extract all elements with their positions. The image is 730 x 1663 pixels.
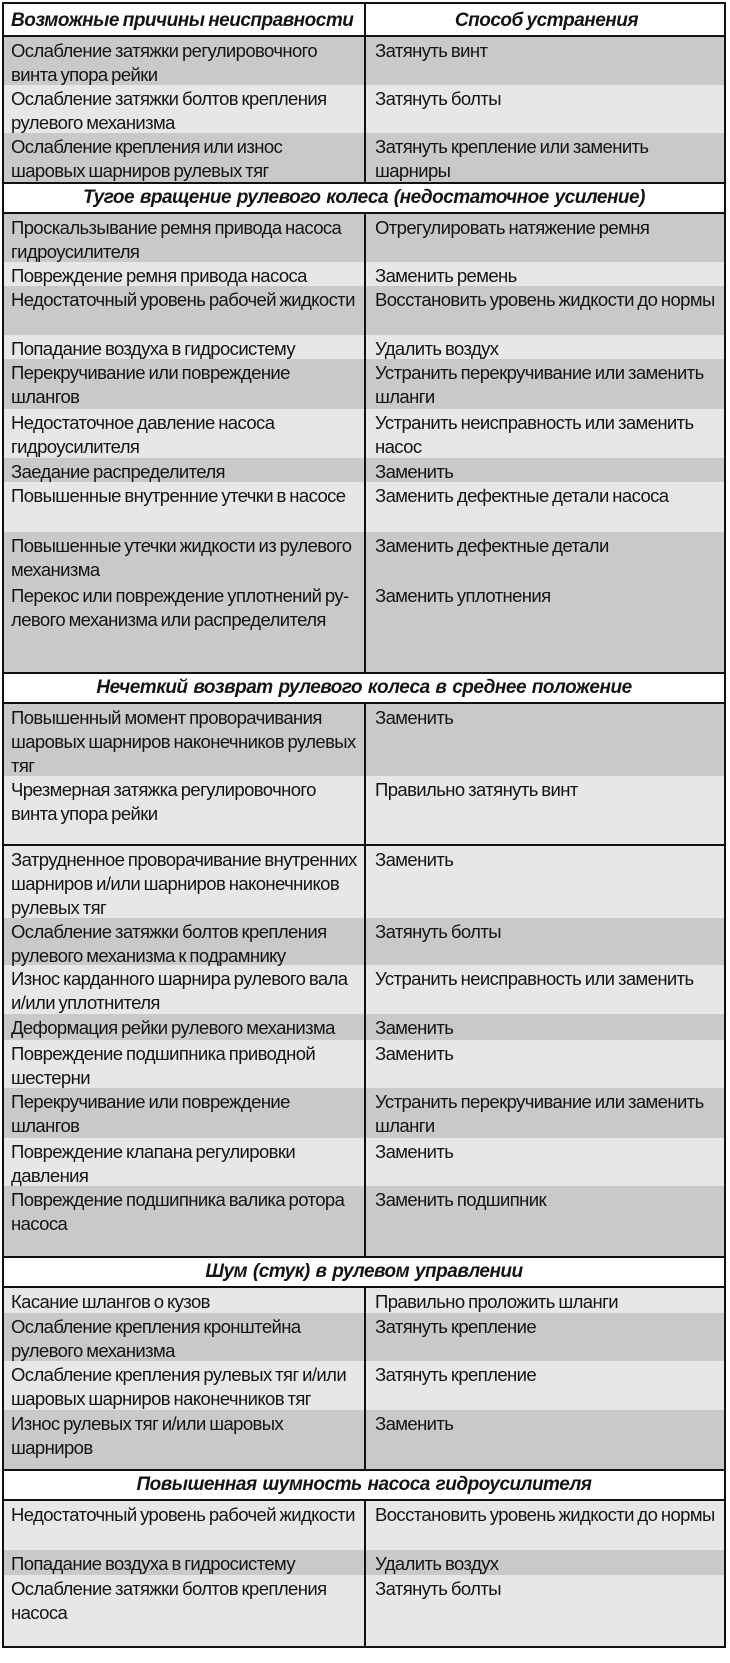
cause-cell: Ослабление крепления кронштейна рулевого механизма: [4, 1313, 366, 1361]
table-row: [4, 1138, 724, 1186]
table-row: [4, 335, 724, 359]
table-row: [4, 262, 724, 286]
remedy-cell: Заменить: [375, 461, 454, 482]
remedy-cell: Заменить дефектные детали: [375, 535, 609, 556]
table-row: [4, 1575, 724, 1646]
remedy-cell: Заменить: [375, 1141, 454, 1162]
remedy-cell: Заменить подшипник: [375, 1189, 547, 1210]
cause-cell: Ослабление затяжки болтов крепления рулевого механизма: [4, 85, 366, 133]
remedy-cell: Удалить воздух: [375, 338, 499, 359]
table-row: [4, 1361, 724, 1410]
table-row: [4, 409, 724, 458]
cause-cell: Попадание воздуха в гидросистему: [4, 335, 366, 359]
troubleshooting-table: [2, 2, 726, 1648]
cause-cell: Повышенный момент проворачивания шаровых шарниров наконечников рулевых тяг: [4, 704, 366, 776]
table-row: [4, 844, 724, 918]
section-header: Шум (стук) в рулевом управлении: [4, 1256, 724, 1288]
remedy-cell: Устранить перекручивание или заменить шланги: [375, 1091, 704, 1136]
table-row: [4, 1501, 724, 1550]
remedy-cell: Устранить неисправность или заменить: [375, 968, 694, 989]
cause-cell: Износ карданного шарнира рулевого вала и/или уплотнителя: [4, 965, 366, 1014]
cause-cell: Ослабление затяжки регулировочного винта упора рейки: [4, 37, 366, 85]
cause-cell: Чрезмерная затяжка регулировочного винта упора рейки: [4, 776, 366, 844]
table-row: [4, 85, 724, 133]
remedy-cell: Заменить: [375, 1017, 454, 1038]
table-row: [4, 1014, 724, 1040]
section-header: Нечеткий возврат рулевого колеса в среднее положение: [4, 672, 724, 704]
table-row: [4, 214, 724, 262]
remedy-cell: Заменить: [375, 707, 454, 728]
table-row: [4, 1288, 724, 1313]
section-header: Тугое вращение рулевого колеса (недостаточное усиление): [4, 182, 724, 214]
table-row: [4, 1186, 724, 1256]
remedy-cell: Восстановить уровень жидкости до нормы: [375, 1504, 715, 1525]
remedy-cell: Затянуть крепление: [375, 1316, 537, 1337]
table-row: [4, 1410, 724, 1469]
cause-cell: Недостаточное давление насоса гидроусилителя: [4, 409, 366, 458]
cause-cell: Ослабление затяжки болтов крепления рулевого механизма к подрамнику: [4, 918, 366, 965]
cause-cell: Недостаточный уровень рабочей жидкости: [4, 286, 366, 335]
remedy-cell: Заменить уплотнения: [375, 585, 551, 606]
remedy-cell: Заменить: [375, 849, 454, 870]
table-row: [4, 776, 724, 844]
cause-cell: Деформация рейки рулевого механизма: [4, 1014, 366, 1040]
remedy-cell: Затянуть болты: [375, 921, 501, 942]
remedy-cell: Устранить неисправность или заменить насос: [375, 412, 694, 457]
remedy-cell: Заменить: [375, 1043, 454, 1064]
remedy-cell: Затянуть крепление: [375, 1364, 537, 1385]
cause-cell: Перекручивание или повреждение шлангов: [4, 1088, 366, 1138]
cause-cell: Попадание воздуха в гидросистему: [4, 1550, 366, 1575]
remedy-cell: Затянуть болты: [375, 88, 501, 109]
cause-cell: Повреждение подшипника валика ротора насоса: [4, 1186, 366, 1256]
remedy-cell: Затянуть винт: [375, 40, 488, 61]
remedy-cell: Заменить: [375, 1413, 454, 1434]
table-row: [4, 133, 724, 182]
column-header-remedy: Способ устранения: [454, 10, 639, 31]
cause-cell: Перекос или повреждение уплотнений ру-левого механизма или распределителя: [4, 582, 366, 672]
table-row: [4, 1088, 724, 1138]
table-row: [4, 918, 724, 965]
table-row: [4, 532, 724, 582]
table-row: [4, 1040, 724, 1088]
remedy-cell: Затянуть болты: [375, 1578, 501, 1599]
cause-cell: Повреждение клапана регулировки давления: [4, 1138, 366, 1186]
table-row: [4, 458, 724, 482]
cause-cell: Износ рулевых тяг и/или шаровых шарниров: [4, 1410, 366, 1469]
table-row: [4, 965, 724, 1014]
table-row: [4, 582, 724, 672]
table-row: [4, 1550, 724, 1575]
cause-cell: Ослабление затяжки болтов крепления насоса: [4, 1575, 366, 1646]
remedy-cell: Правильно проложить шланги: [375, 1291, 618, 1312]
cause-cell: Повышенные утечки жидкости из рулевого механизма: [4, 532, 366, 582]
cause-cell: Перекручивание или повреждение шлангов: [4, 359, 366, 409]
table-body: [4, 37, 724, 1646]
table-row: [4, 482, 724, 532]
remedy-cell: Удалить воздух: [375, 1553, 499, 1574]
remedy-cell: Отрегулировать натяжение ремня: [375, 217, 650, 238]
remedy-cell: Восстановить уровень жидкости до нормы: [375, 289, 715, 310]
table-header: [4, 4, 724, 37]
cause-cell: Повышенные внутренние утечки в насосе: [4, 482, 366, 532]
cause-cell: Заедание распределителя: [4, 458, 366, 482]
table-row: [4, 286, 724, 335]
remedy-cell: Правильно затянуть винт: [375, 779, 578, 800]
cause-cell: Ослабление крепления или износ шаровых шарниров рулевых тяг: [4, 133, 366, 182]
cause-cell: Недостаточный уровень рабочей жидкости: [4, 1501, 366, 1550]
cause-cell: Проскальзывание ремня привода насоса гидроусилителя: [4, 214, 366, 262]
cause-cell: Затрудненное проворачивание внутренних шарниров и/или шарниров наконечников рулевых тяг: [4, 846, 366, 918]
table-row: [4, 704, 724, 776]
cause-cell: Касание шлангов о кузов: [4, 1288, 366, 1313]
column-header-causes: Возможные причины неисправности: [4, 4, 366, 35]
table-row: [4, 1313, 724, 1361]
table-row: [4, 37, 724, 85]
cause-cell: Ослабление крепления рулевых тяг и/или шаровых шарниров наконечников тяг: [4, 1361, 366, 1410]
remedy-cell: Устранить перекручивание или заменить шланги: [375, 362, 704, 407]
table-row: [4, 359, 724, 409]
cause-cell: Повреждение подшипника приводной шестерни: [4, 1040, 366, 1088]
remedy-cell: Заменить ремень: [375, 265, 517, 286]
cause-cell: Повреждение ремня привода насоса: [4, 262, 366, 286]
remedy-cell: Заменить дефектные детали насоса: [375, 485, 669, 506]
section-header: Повышенная шумность насоса гидроусилителя: [4, 1469, 724, 1501]
remedy-cell: Затянуть крепление или заменить шарниры: [375, 136, 649, 181]
